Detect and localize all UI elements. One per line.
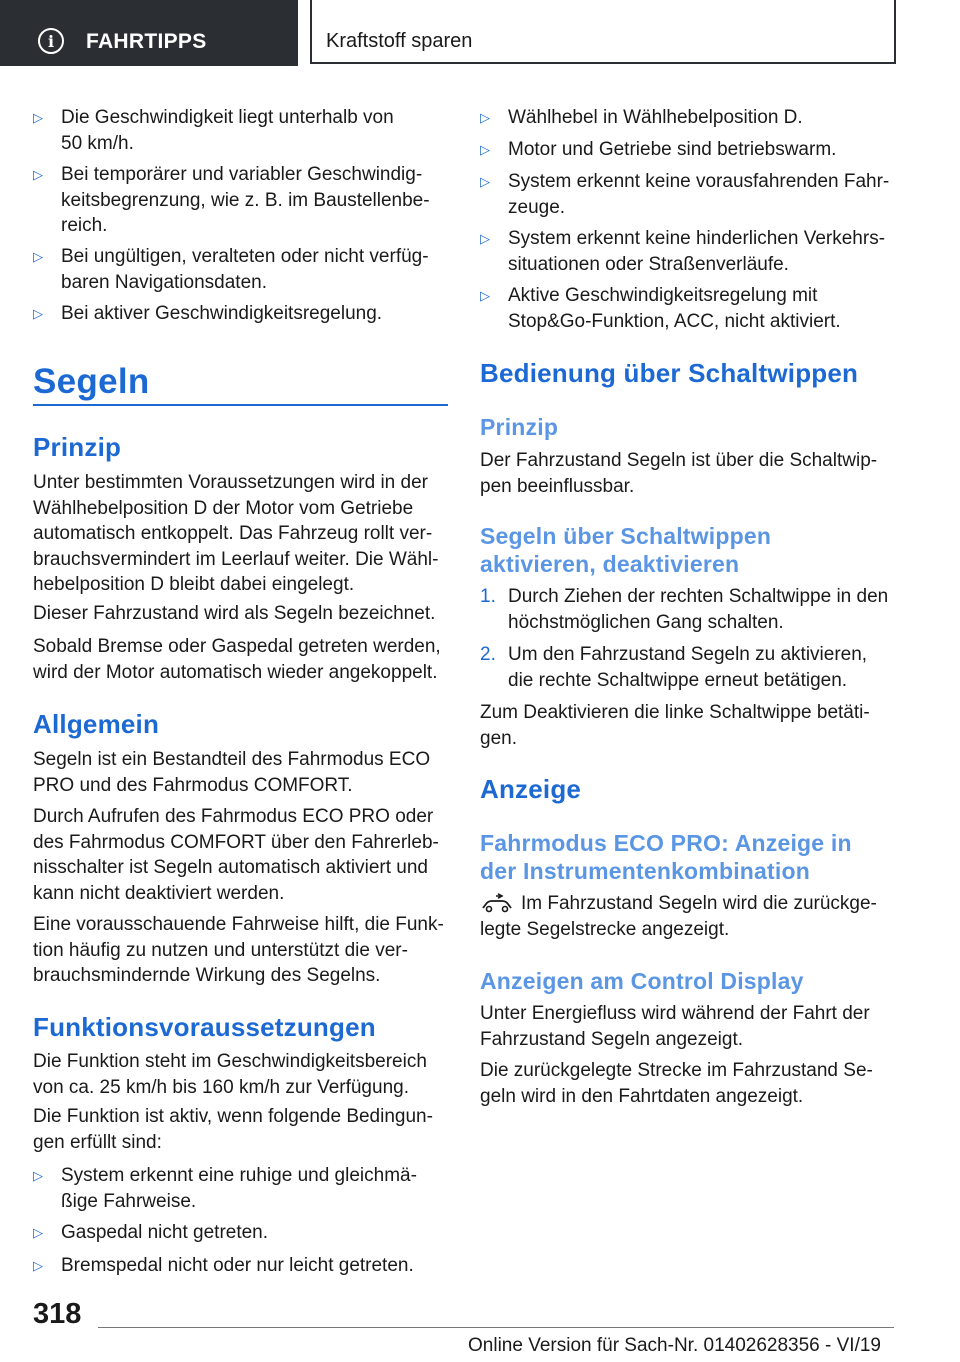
page-header xyxy=(0,0,960,66)
footer-rule xyxy=(98,1327,894,1328)
section-heading: Anzeige xyxy=(480,774,582,804)
subsection-heading: Anzeigen am Control Display xyxy=(480,968,804,994)
subsection-heading: Segeln über Schaltwippen aktivieren, deaktivieren xyxy=(480,523,772,577)
list-item: ▷ System erkennt eine ruhige und gleichmä- ßige Fahrweise. xyxy=(33,1165,417,1212)
list-item: ▷ Die Geschwindigkeit liegt unterhalb von 50 km/h. xyxy=(33,107,394,154)
section-heading: Allgemein xyxy=(33,709,160,739)
bullet-marker-icon: ▷ xyxy=(33,167,43,182)
info-icon: i xyxy=(38,28,64,54)
paragraph: Die zurückgelegte Strecke im Fahrzustand Se- geln wird in den Fahrtdaten angezeigt. xyxy=(480,1060,873,1107)
list-item: ▷ Bei aktiver Geschwindigkeitsregelung. xyxy=(33,301,448,327)
paragraph: Durch Aufrufen des Fahrmodus ECO PRO oder des Fahrmodus COMFORT über den Fahrerleb- nisschalter ist Segeln automatisch aktiviert und kann nicht deaktiviert werden. xyxy=(33,806,439,904)
bullet-marker-icon: ▷ xyxy=(480,174,490,189)
section-heading: Bedienung über Schaltwippen xyxy=(480,358,859,388)
section-tab[interactable] xyxy=(0,0,298,66)
list-item: ▷ Gaspedal nicht getreten. xyxy=(33,1220,448,1246)
bullet-marker-icon: ▷ xyxy=(480,110,490,125)
section-heading: Prinzip xyxy=(33,432,122,462)
bullet-marker-icon: ▷ xyxy=(480,142,490,157)
page-number: 318 xyxy=(33,1298,82,1330)
list-item: ▷ Bei ungültigen, veralteten oder nicht verfüg- baren Navigationsdaten. xyxy=(33,246,429,293)
bullet-marker-icon: ▷ xyxy=(33,249,43,264)
paragraph: Eine vorausschauende Fahrweise hilft, die Funk- tion häufig zu nutzen und unterstützt die ver- brauchsmindernde Wirkung des Segelns. xyxy=(33,914,444,986)
footer-text: Online Version für Sach-Nr. 01402628356 - VI/19 xyxy=(468,1335,881,1356)
list-item: ▷ Bei temporärer und variabler Geschwindig- keitsbegrenzung, wie z. B. im Baustellenbe- reich. xyxy=(33,164,430,236)
bullet-marker-icon: ▷ xyxy=(480,231,490,246)
subsection-heading: Fahrmodus ECO PRO: Anzeige in der Instrumentenkombination xyxy=(480,830,852,884)
section-title: FAHRTIPPS xyxy=(86,30,207,53)
paragraph: Die Funktion ist aktiv, wenn folgende Bedingun- gen erfüllt sind: xyxy=(33,1106,433,1153)
heading-rule xyxy=(33,404,448,406)
list-item: ▷ System erkennt keine vorausfahrenden Fahr- zeuge. xyxy=(480,171,890,218)
list-item: ▷ System erkennt keine hinderlichen Verkehrs- situationen oder Straßenverläufe. xyxy=(480,228,886,275)
paragraph: Unter bestimmten Voraussetzungen wird in der Wählhebelposition D der Motor vom Getriebe automatisch entkoppelt. Das Fahrzeug rollt ver- brauchsvermindert im Leerlauf weiter. Die Wähl- hebelposition D bleibt dabei eingelegt. xyxy=(33,472,439,595)
list-item: 2. Um den Fahrzustand Segeln zu aktivieren, die rechte Schaltwippe erneut betätigen. xyxy=(480,644,868,691)
bullet-marker-icon: ▷ xyxy=(480,288,490,303)
paragraph: Zum Deaktivieren die linke Schaltwippe betäti- gen. xyxy=(480,702,870,749)
paragraph: Der Fahrzustand Segeln ist über die Schaltwip- pen beeinflussbar. xyxy=(480,450,878,497)
list-item: ▷ Aktive Geschwindigkeitsregelung mit Stop&Go-Funktion, ACC, nicht aktiviert. xyxy=(480,285,841,332)
paragraph: Segeln ist ein Bestandteil des Fahrmodus ECO PRO und des Fahrmodus COMFORT. xyxy=(33,749,431,796)
list-item: ▷ Motor und Getriebe sind betriebswarm. xyxy=(480,137,896,163)
bullet-marker-icon: ▷ xyxy=(33,110,43,125)
paragraph: Die Funktion steht im Geschwindigkeitsbereich von ca. 25 km/h bis 160 km/h zur Verfügung. xyxy=(33,1051,427,1098)
subsection-heading: Prinzip xyxy=(480,414,559,440)
paragraph: Dieser Fahrzustand wird als Segeln bezeichnet. xyxy=(33,603,436,624)
bullet-marker-icon: ▷ xyxy=(33,1225,43,1240)
paragraph: Unter Energiefluss wird während der Fahrt der Fahrzustand Segeln angezeigt. xyxy=(480,1003,870,1050)
list-item: ▷ Bremspedal nicht oder nur leicht getreten. xyxy=(33,1253,448,1279)
chapter-box xyxy=(310,0,896,64)
paragraph: Sobald Bremse oder Gaspedal getreten werden, wird der Motor automatisch wieder angekoppelt. xyxy=(33,636,441,683)
paragraph: Im Fahrzustand Segeln wird die zurückge- legte Segelstrecke angezeigt. xyxy=(480,893,877,940)
section-heading: Funktionsvoraussetzungen xyxy=(33,1012,376,1042)
list-item: ▷ Wählhebel in Wählhebelposition D. xyxy=(480,105,896,131)
list-item: 1. Durch Ziehen der rechten Schaltwippe in den höchstmöglichen Gang schalten. xyxy=(480,586,889,633)
chapter-title: Kraftstoff sparen xyxy=(326,30,473,52)
bullet-marker-icon: ▷ xyxy=(33,1168,43,1183)
bullet-marker-icon: ▷ xyxy=(33,306,43,321)
chapter-heading: Segeln xyxy=(33,362,150,401)
bullet-marker-icon: ▷ xyxy=(33,1258,43,1273)
